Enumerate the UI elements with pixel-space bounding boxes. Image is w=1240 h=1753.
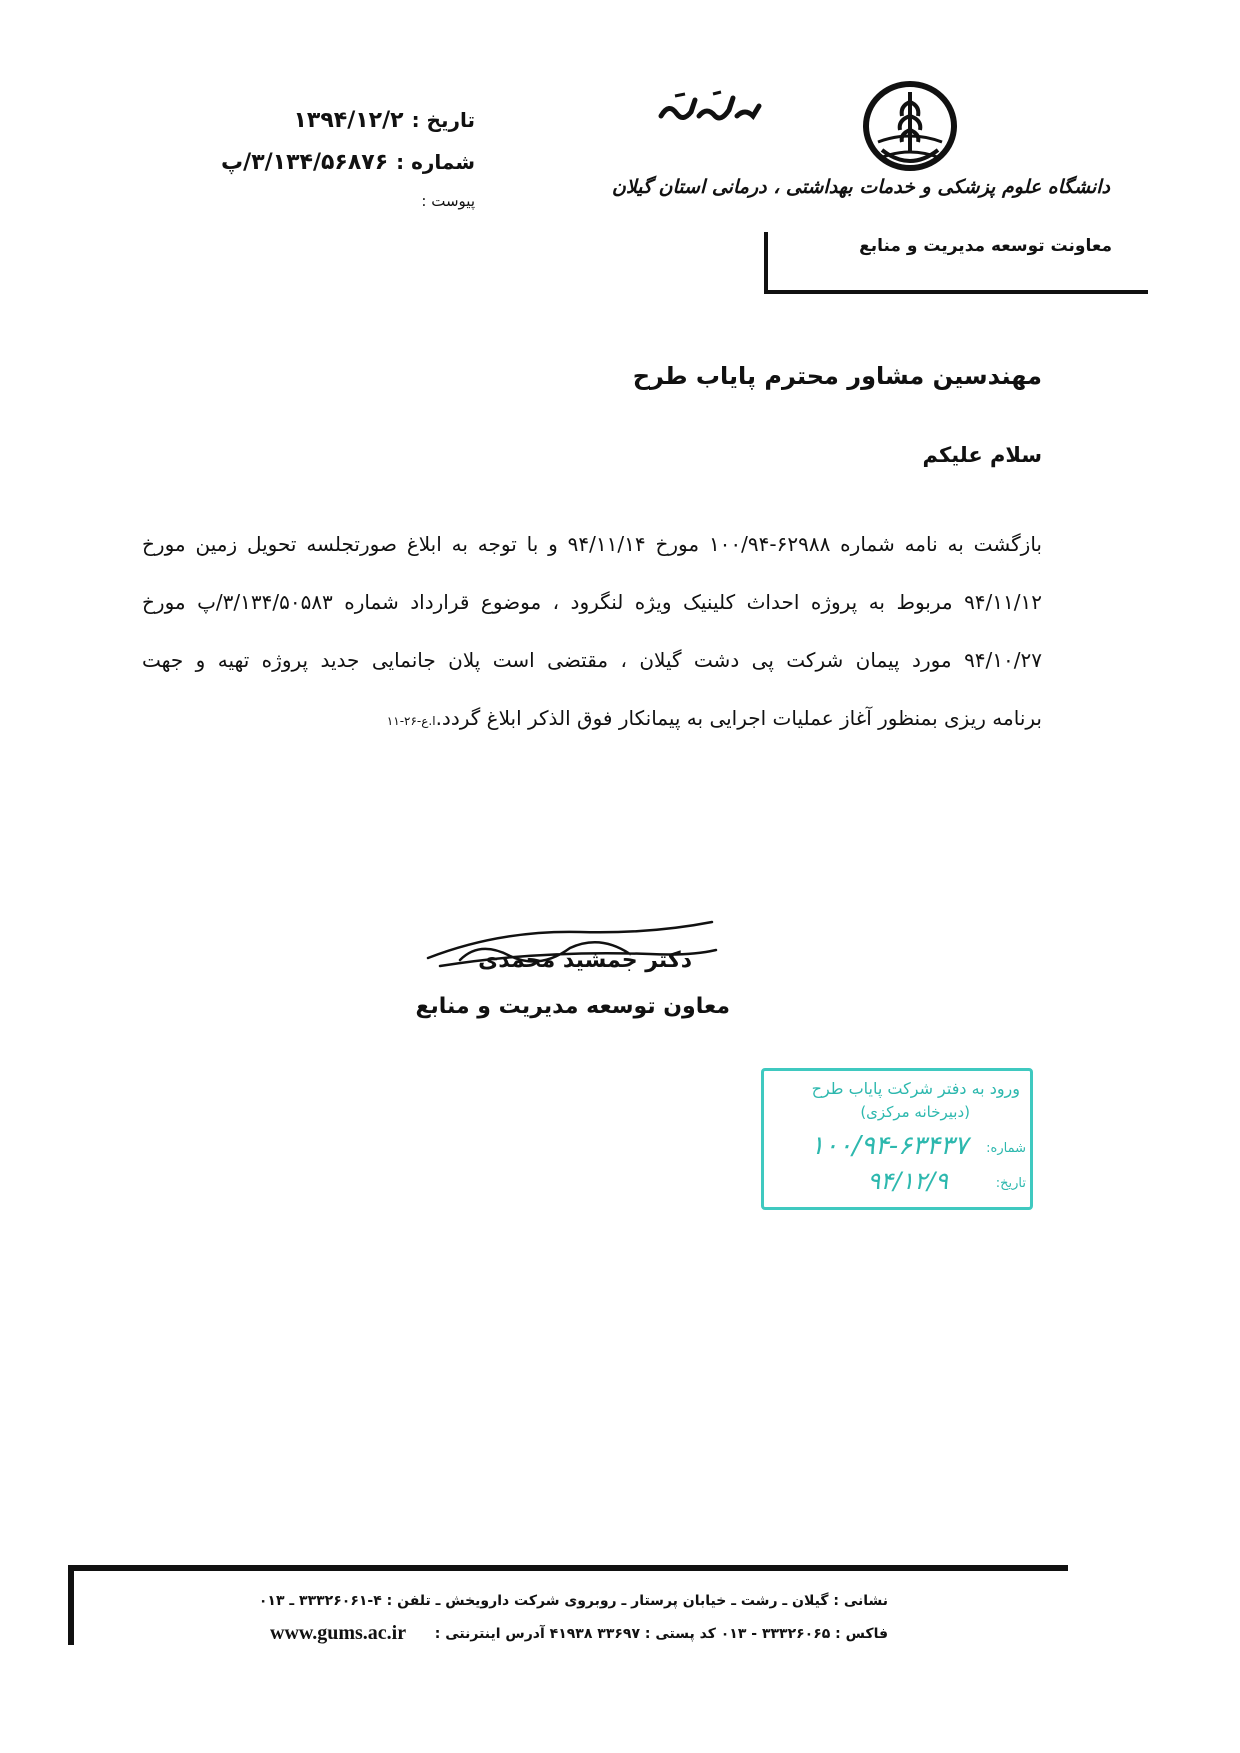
footer-divider xyxy=(68,1565,1068,1571)
stamp-title: ورود به دفتر شرکت پایاب طرح xyxy=(811,1079,1020,1098)
footer-website: www.gums.ac.ir xyxy=(270,1622,407,1644)
body-line-4-text: برنامه ریزی بمنظور آغاز عملیات اجرایی به پیمانکار فوق الذکر ابلاغ گردد. xyxy=(435,706,1042,730)
body-line-3: ۹۴/۱۰/۲۷ مورد پیمان شرکت پی دشت گیلان ، مقتضی است پلان جانمایی جدید پروژه تهیه و جهت xyxy=(142,648,1042,672)
stamp-number-label: شماره: xyxy=(986,1141,1026,1156)
university-name: دانشگاه علوم پزشکی و خدمات بهداشتی ، درمانی استان گیلان xyxy=(611,176,1110,198)
footer-address: نشانی : گیلان ـ رشت ـ خیابان پرستار ـ روبروی شرکت دارویخش ـ تلفن : ۴-۳۳۳۲۶۰۶۱ ـ ۰۱۳ xyxy=(258,1593,888,1609)
signer-name: دکتر جمشید محمدی xyxy=(478,948,692,973)
greeting: سلام علیکم xyxy=(922,443,1042,467)
date-value: ۱۳۹۴/۱۲/۲ xyxy=(293,108,404,133)
body-line-1: بازگشت به نامه شماره ۶۲۹۸۸-۱۰۰/۹۴ مورخ ۹۴/۱۱/۱۴ و با توجه به ابلاغ صورتجلسه تحویل زمین مورخ xyxy=(142,532,1043,556)
letter-meta xyxy=(221,108,475,234)
letter-body xyxy=(142,515,1042,747)
body-line-4 xyxy=(142,689,1042,747)
signer-title: معاون توسعه مدیریت و منابع xyxy=(415,994,730,1019)
attachment-row xyxy=(225,192,475,234)
number-value: ۳/۱۳۴/۵۶۸۷۶/پ xyxy=(221,150,389,175)
footer-divider-corner xyxy=(68,1565,74,1645)
reference-code: ا.ع-۲۶-۱۱ xyxy=(386,714,436,728)
stamp-date-label: تاریخ: xyxy=(995,1176,1026,1191)
footer-contact: فاکس : ۳۳۳۲۶۰۶۵ - ۰۱۳ کد پستی : ۳۳۶۹۷ ۴۱۹۳۸ آدرس اینترنتی : xyxy=(434,1626,888,1642)
number-label: شماره : xyxy=(396,150,475,174)
stamp-subtitle: (دبیرخانه مرکزی) xyxy=(860,1103,970,1121)
stamp-date-value: ۹۴/۱۲/۹ xyxy=(867,1167,948,1195)
university-logo xyxy=(860,80,960,180)
bismillah-calligraphy xyxy=(655,88,765,128)
date-label: تاریخ : xyxy=(411,108,475,132)
stamp-number-value: ۱۰۰/۹۴-۶۳۴۳۷ xyxy=(810,1131,968,1161)
received-stamp xyxy=(761,1068,1033,1210)
attachment-label: پیوست : xyxy=(421,192,475,210)
department-name: معاونت توسعه مدیریت و منابع xyxy=(859,236,1112,256)
number-row xyxy=(221,150,475,192)
addressee: مهندسین مشاور محترم پایاب طرح xyxy=(632,362,1042,390)
date-row xyxy=(225,108,475,150)
body-line-2: ۹۴/۱۱/۱۲ مربوط به پروژه احداث کلینیک ویژه لنگرود ، موضوع قرارداد شماره ۳/۱۳۴/۵۰۵۸۳/پ مورخ xyxy=(142,590,1042,614)
